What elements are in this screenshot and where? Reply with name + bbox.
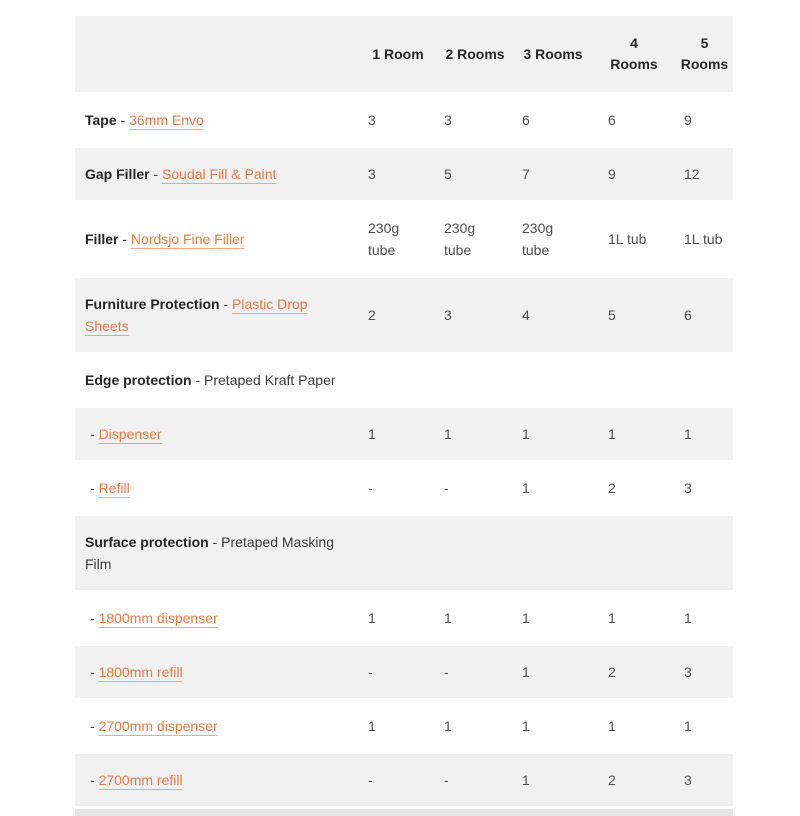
row-label — [75, 94, 360, 146]
cell-value — [436, 516, 514, 590]
next-row-cutoff-strip — [75, 809, 733, 816]
product-link[interactable]: Plastic Drop Sheets — [85, 296, 308, 334]
header-cell-3-rooms: 3 Rooms — [514, 16, 592, 92]
cell-value — [676, 516, 733, 590]
cell-value: 1 — [684, 610, 692, 626]
cell-value: 2 — [360, 278, 436, 352]
row-label-bold: Gap Filler — [85, 166, 150, 182]
cell-value: 7 — [514, 148, 592, 200]
header-cell-5-rooms: 5 Rooms — [676, 16, 733, 92]
cell-value: 5 — [436, 148, 514, 200]
row-label-bold: Tape — [85, 112, 117, 128]
product-link[interactable]: 36mm Envo — [129, 112, 204, 128]
table-row — [75, 646, 733, 698]
row-label — [75, 408, 360, 460]
cell-value — [514, 354, 592, 406]
cell-value: - — [436, 646, 514, 698]
table-row — [75, 754, 733, 806]
cell-value: 6 — [676, 278, 733, 352]
cell-value: 3 — [444, 112, 452, 128]
product-link[interactable]: Refill — [98, 480, 130, 496]
cell-value: 2 — [608, 480, 616, 496]
cell-value: 230g tube — [368, 220, 400, 258]
table-row — [75, 408, 733, 460]
cell-value: 230g tube — [444, 220, 476, 258]
row-label-separator: - — [90, 480, 99, 496]
row-label-separator: - — [90, 718, 99, 734]
cell-value: 1 — [522, 718, 530, 734]
room-quantity-table — [75, 14, 733, 808]
cell-value: 2 — [592, 646, 676, 698]
row-label — [75, 462, 360, 514]
cell-value: 1 — [514, 646, 592, 698]
cell-value: 1 — [684, 718, 692, 734]
table-row — [75, 462, 733, 514]
table-row — [75, 700, 733, 752]
cell-value: 1 — [522, 480, 530, 496]
cell-value: 6 — [522, 112, 530, 128]
row-label-separator: - — [90, 664, 99, 680]
room-quantity-table-section — [75, 14, 733, 816]
table-row — [75, 354, 733, 406]
cell-value: 3 — [360, 148, 436, 200]
row-label-bold: Surface protection — [85, 534, 209, 550]
cell-value: 1 — [444, 610, 452, 626]
cell-value: 3 — [436, 278, 514, 352]
cell-value: 3 — [676, 646, 733, 698]
cell-value: 1 — [368, 610, 376, 626]
row-label — [75, 202, 360, 276]
row-label-plain: Pretaped Kraft Paper — [204, 372, 336, 388]
row-label-separator: - — [90, 772, 99, 788]
product-link[interactable]: 1800mm dispenser — [98, 610, 218, 626]
cell-value: 1 — [514, 754, 592, 806]
cell-value: 1 — [676, 408, 733, 460]
table-row — [75, 592, 733, 644]
cell-value: 1 — [522, 610, 530, 626]
cell-value — [592, 354, 676, 406]
cell-value: 3 — [684, 480, 692, 496]
product-link[interactable]: Nordsjo Fine Filler — [130, 231, 245, 247]
row-label-separator: - — [116, 112, 130, 128]
cell-value — [676, 354, 733, 406]
product-link[interactable]: 2700mm refill — [98, 772, 183, 788]
row-label-bold: Furniture Protection — [85, 296, 220, 312]
product-link[interactable]: 2700mm dispenser — [98, 718, 218, 734]
cell-value: 1 — [360, 408, 436, 460]
header-cell-4-rooms: 4 Rooms — [592, 16, 676, 92]
row-label — [75, 516, 360, 590]
cell-value: 1 — [368, 718, 376, 734]
row-label-separator: - — [90, 426, 99, 442]
cell-value: 3 — [368, 112, 376, 128]
table-body — [75, 94, 733, 806]
row-label-separator: - — [118, 231, 131, 247]
cell-value: 3 — [676, 754, 733, 806]
cell-value: 2 — [592, 754, 676, 806]
cell-value: 1 — [608, 610, 616, 626]
row-label — [75, 700, 360, 752]
cell-value — [514, 516, 592, 590]
product-link[interactable]: 1800mm refill — [98, 664, 183, 680]
cell-value: 230g tube — [522, 220, 554, 258]
row-label-bold: Filler — [85, 231, 119, 247]
row-label-separator: - — [90, 610, 99, 626]
cell-value: - — [360, 646, 436, 698]
row-label — [75, 148, 360, 200]
row-label-separator: - — [149, 166, 163, 182]
cell-value: 1 — [436, 408, 514, 460]
header-cell-2-rooms: 2 Rooms — [436, 16, 514, 92]
cell-value: 1 — [592, 408, 676, 460]
row-label — [75, 278, 360, 352]
row-label-separator: - — [219, 296, 233, 312]
cell-value: 1 — [444, 718, 452, 734]
cell-value: 5 — [592, 278, 676, 352]
cell-value: 12 — [676, 148, 733, 200]
row-label-plain: Pretaped Masking Film — [85, 534, 334, 572]
cell-value: 1L tub — [608, 231, 647, 247]
row-label — [75, 592, 360, 644]
table-row — [75, 94, 733, 146]
row-label — [75, 646, 360, 698]
cell-value — [360, 516, 436, 590]
table-row — [75, 148, 733, 200]
row-label-separator: - — [191, 372, 205, 388]
cell-value: - — [360, 754, 436, 806]
cell-value — [360, 354, 436, 406]
header-row — [75, 16, 733, 92]
cell-value: 4 — [514, 278, 592, 352]
product-link[interactable]: Dispenser — [98, 426, 162, 442]
row-label — [75, 354, 360, 406]
product-link[interactable]: Soudal Fill & Paint — [162, 166, 277, 182]
cell-value: 9 — [684, 112, 692, 128]
cell-value: 1L tub — [684, 231, 723, 247]
table-header — [75, 16, 733, 92]
cell-value: - — [368, 480, 373, 496]
table-row — [75, 202, 733, 276]
cell-value — [592, 516, 676, 590]
cell-value: - — [436, 754, 514, 806]
cell-value: 9 — [592, 148, 676, 200]
row-label — [75, 754, 360, 806]
cell-value: 1 — [514, 408, 592, 460]
cell-value: 1 — [608, 718, 616, 734]
header-cell-empty — [75, 16, 360, 92]
cell-value: 6 — [608, 112, 616, 128]
row-label-bold: Edge protection — [85, 372, 192, 388]
row-label-separator: - — [208, 534, 222, 550]
cell-value: - — [444, 480, 449, 496]
cell-value — [436, 354, 514, 406]
table-row — [75, 278, 733, 352]
table-row — [75, 516, 733, 590]
header-cell-1-room: 1 Room — [360, 16, 436, 92]
